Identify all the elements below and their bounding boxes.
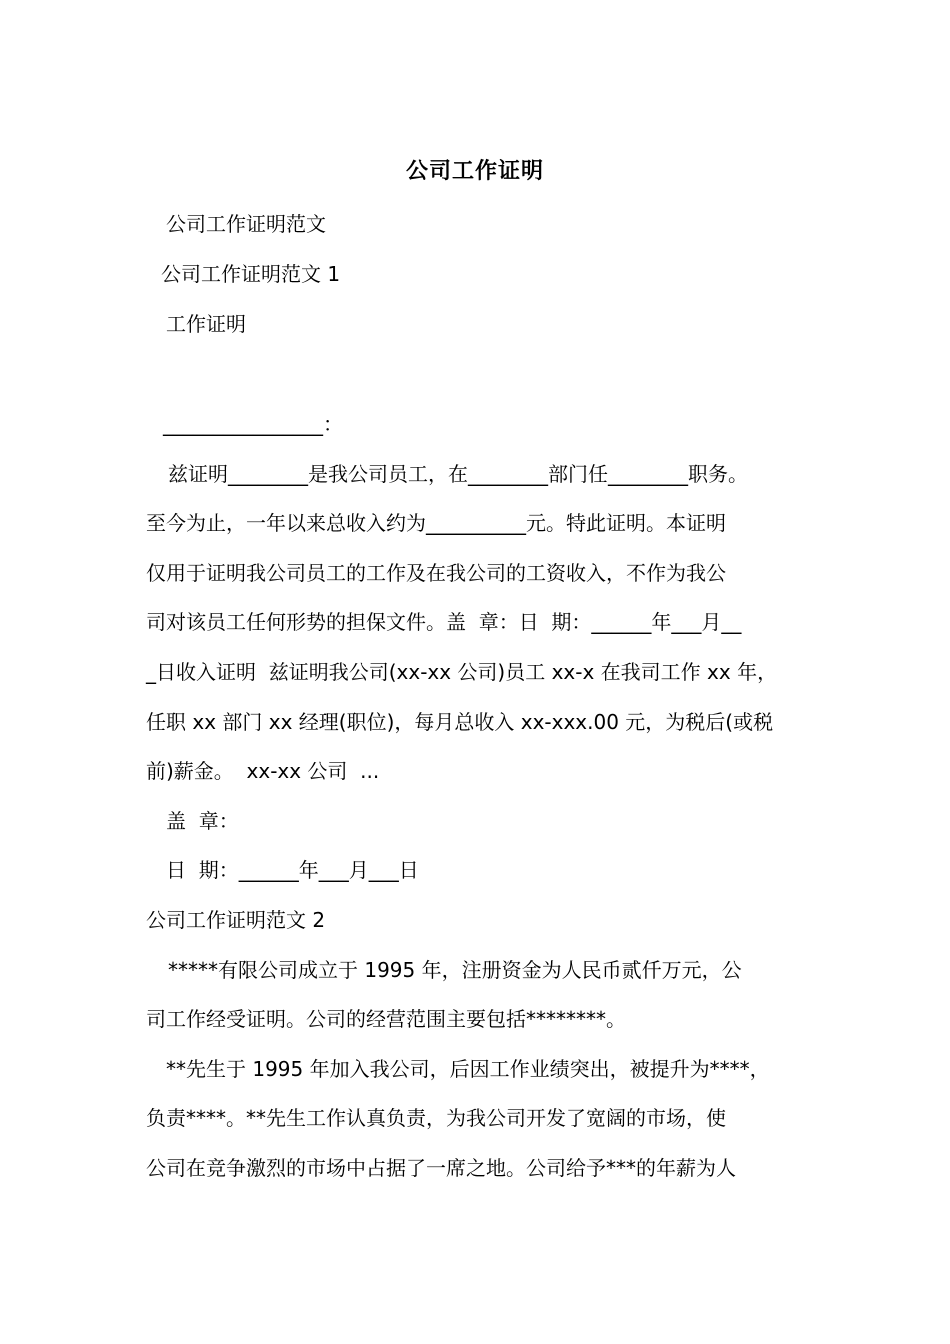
paragraph-line: 仅用于证明我公司员工的工作及在我公司的工资收入，不作为我公: [146, 561, 726, 585]
paragraph-line: 公司工作证明范文: [166, 212, 326, 236]
paragraph-line: 负责****。**先生工作认真负责，为我公司开发了宽阔的市场，使: [146, 1106, 726, 1130]
paragraph-line: 司工作经受证明。公司的经营范围主要包括********。: [146, 1007, 626, 1031]
paragraph-line: 兹证明________是我公司员工，在________部门任________职务。: [168, 462, 748, 486]
paragraph-line: 至今为止，一年以来总收入约为__________元。特此证明。本证明: [146, 511, 726, 535]
paragraph-line: 公司在竞争激烈的市场中占据了一席之地。公司给予***的年薪为人: [146, 1156, 736, 1180]
paragraph-line: *****有限公司成立于 1995 年，注册资金为人民币贰仟万元，公: [168, 958, 742, 982]
paragraph-line: 前)薪金。 xx-xx 公司 ...: [146, 759, 380, 783]
paragraph-line: **先生于 1995 年加入我公司，后因工作业绩突出，被提升为****，: [166, 1057, 770, 1081]
paragraph-line: 司对该员工任何形势的担保文件。盖 章：日 期：______年___月__: [146, 610, 742, 634]
paragraph-line: 任职 xx 部门 xx 经理(职位)，每月总收入 xx-xxx.00 元，为税后(或税: [146, 710, 774, 734]
paragraph-line: _日收入证明 兹证明我公司(xx-xx 公司)员工 xx-x 在我司工作 xx 年，: [146, 660, 778, 684]
paragraph-line: 日 期：______年___月___日: [166, 858, 419, 882]
paragraph-line: 工作证明: [166, 312, 246, 336]
document-title: 公司工作证明: [405, 159, 544, 184]
paragraph-line: 盖 章：: [166, 809, 239, 833]
paragraph-line: 公司工作证明范文 2: [146, 908, 326, 932]
paragraph-line: 公司工作证明范文 1: [161, 262, 341, 286]
paragraph-line: ________________：: [163, 412, 343, 436]
